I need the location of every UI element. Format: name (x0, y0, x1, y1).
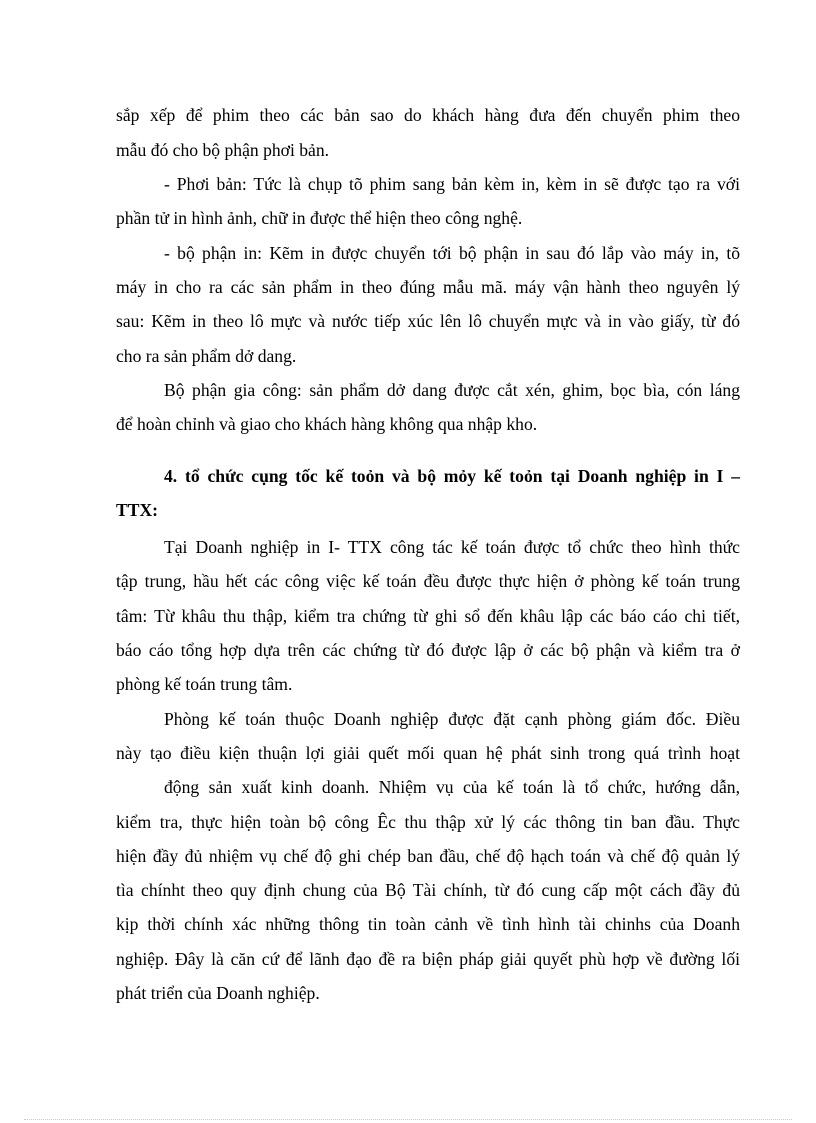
body-line: để hoàn chỉnh và giao cho khách hàng không qua nhập kho. (116, 414, 538, 434)
body-line: tập trung, hầu hết các công việc kế toán đều được thực hiện ở phòng kế toán trung (116, 571, 740, 591)
list-item-line: - Phơi bản: Tức là chụp tõ phim sang bản kèm in, kèm in sẽ được tạo ra với (164, 174, 740, 194)
list-item-line: phần tử in hình ảnh, chữ in được thể hiện theo công nghệ. (116, 208, 523, 228)
body-line: báo cáo tổng hợp dựa trên các chứng từ đó được lập ở các bộ phận và kiểm tra ở (116, 640, 740, 660)
list-item-line: máy in cho ra các sản phẩm in theo đúng mẫu mã. máy vận hành theo nguyên lý (116, 277, 740, 297)
list-item-line: sau: Kẽm in theo lô mực và nước tiếp xúc lên lô chuyển mực và in vào giấy, từ đó (116, 311, 740, 331)
body-line: này tạo điều kiện thuận lợi giải quết mối quan hệ phát sinh trong quá trình hoạt (116, 743, 740, 763)
section-heading: 4. tổ chức cụng tốc kế toỏn và bộ mỏy kế toỏn tại Doanh nghiệp in I – (164, 466, 740, 486)
body-line: sắp xếp để phim theo các bản sao do khách hàng đưa đến chuyển phim theo (116, 105, 740, 125)
body-line: phát triển của Doanh nghiệp. (116, 983, 320, 1003)
body-line: tìa chínht theo quy định chung của Bộ Tài chính, từ đó cung cấp một cách đầy đủ (116, 880, 740, 900)
body-line: Tại Doanh nghiệp in I- TTX công tác kế toán được tổ chức theo hình thức (164, 537, 740, 557)
page-footer-divider (24, 1119, 792, 1120)
body-line: động sản xuất kinh doanh. Nhiệm vụ của kế toán là tổ chức, hướng dẫn, (164, 777, 740, 797)
body-line: nghiệp. Đây là căn cứ để lãnh đạo đề ra biện pháp giải quyết phù hợp về đường lối (116, 949, 740, 969)
list-item-line: cho ra sản phẩm dở dang. (116, 346, 297, 366)
body-line: phòng kế toán trung tâm. (116, 674, 293, 694)
section-heading: TTX: (116, 500, 159, 520)
body-line: mẫu đó cho bộ phận phơi bản. (116, 140, 330, 160)
body-line: hiện đầy đủ nhiệm vụ chế độ ghi chép ban đầu, chế độ hạch toán và chế độ quản lý (116, 846, 740, 866)
body-line: Bộ phận gia công: sản phẩm dở dang được cắt xén, ghim, bọc bìa, cón láng (164, 380, 740, 400)
body-line: tâm: Từ khâu thu thập, kiểm tra chứng từ ghi sổ đến khâu lập các báo cáo chi tiết, (116, 606, 740, 626)
list-item-line: - bộ phận in: Kẽm in được chuyển tới bộ phận in sau đó lắp vào máy in, tõ (164, 243, 740, 263)
body-line: kiểm tra, thực hiện toàn bộ công Êc thu thập xử lý các thông tin ban đầu. Thực (116, 812, 740, 832)
body-line: kịp thời chính xác những thông tin toàn cảnh về tình hình tài chinhs của Doanh (116, 914, 740, 934)
body-line: Phòng kế toán thuộc Doanh nghiệp được đặt cạnh phòng giám đốc. Điều (164, 709, 740, 729)
